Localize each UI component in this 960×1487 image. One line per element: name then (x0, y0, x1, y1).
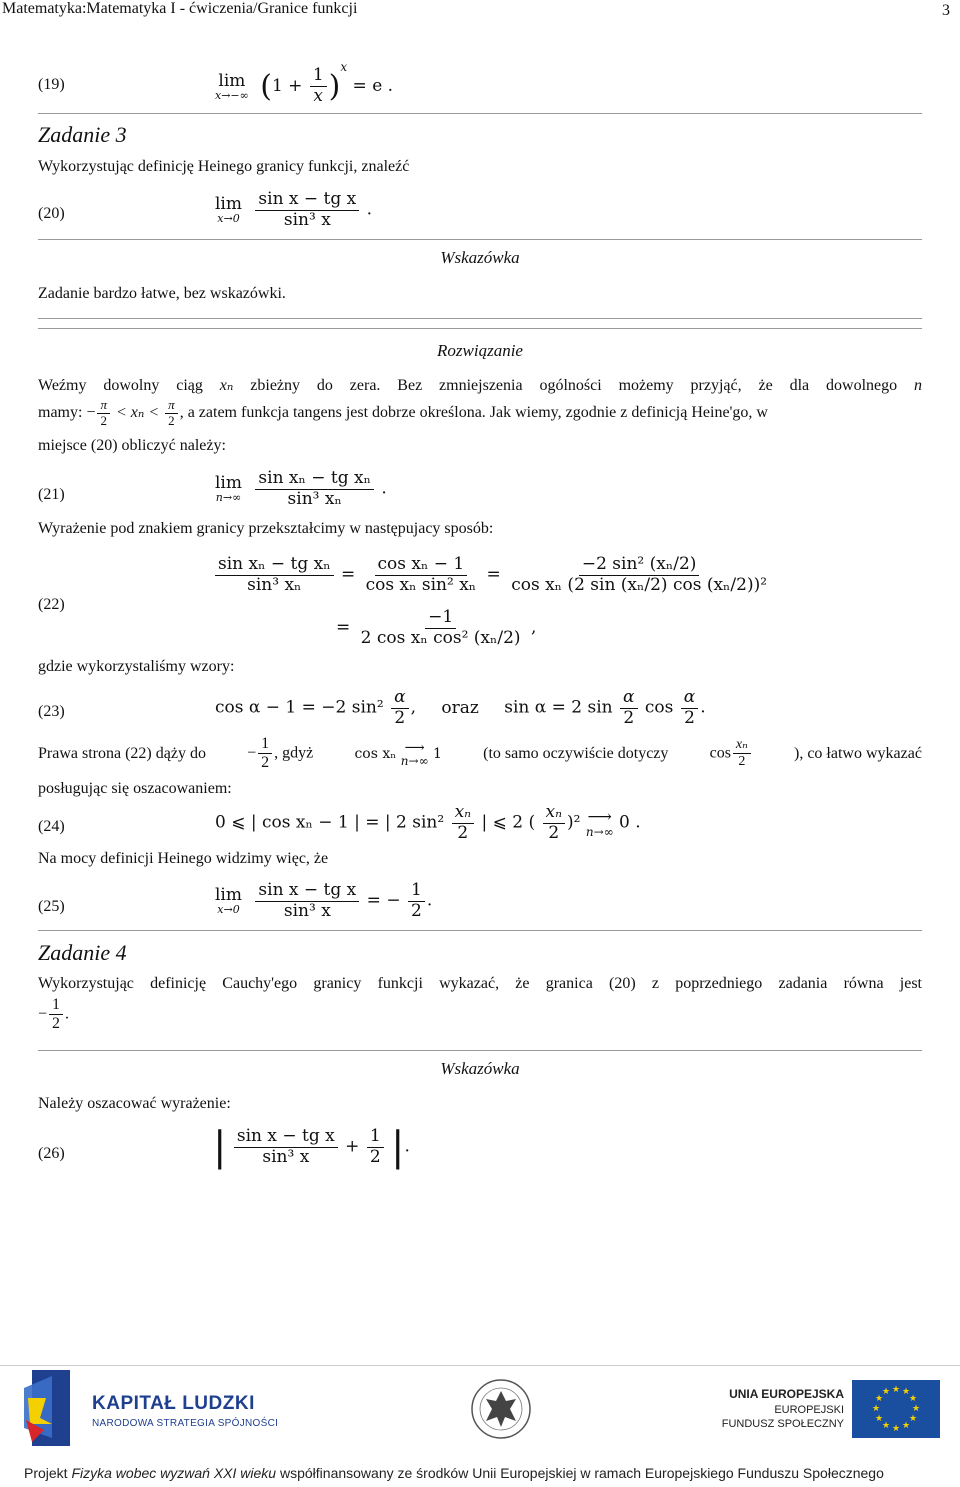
frac-den: 2 (623, 707, 635, 728)
frac-den: 2 (369, 1146, 381, 1167)
eq-tail: . (366, 199, 373, 220)
svg-text:★: ★ (881, 1387, 891, 1397)
text-span: Weźmy dowolny ciąg (38, 377, 203, 394)
equals: = (336, 617, 351, 638)
text-span: Prawa strona (22) dąży do (38, 744, 206, 762)
lim-sub: x→0 (217, 903, 240, 917)
eq-tail: , (530, 617, 537, 638)
frac-den: cos xₙ (2 sin (xₙ/2) cos (xₙ/2))² (511, 574, 768, 595)
frac-den: 2 (548, 822, 560, 843)
frac-num: −1 (425, 608, 456, 629)
project-footer-text (24, 1465, 884, 1481)
eu-sub-2: FUNDUSZ SPOŁECZNY (721, 1418, 844, 1430)
divider (38, 113, 922, 114)
eq-20: lim x→0 $\frac{\text{sin x − tg x}}{\text{sin³ x}}$ . (215, 189, 373, 230)
frac-num: α (391, 688, 408, 709)
task-3-intro: Wykorzystując definicję Heinego granicy funkcji, znaleźć (38, 158, 410, 175)
eq-label-24: (24) (38, 818, 65, 835)
text-span: mamy: (38, 404, 83, 422)
math-ineq: < xₙ < (115, 404, 160, 422)
divider (38, 930, 922, 931)
kapital-ludzki-title: KAPITAŁ LUDZKI (92, 1393, 255, 1414)
frac-den: 2 (457, 822, 469, 843)
solution-link[interactable]: Rozwiązanie (437, 341, 523, 360)
svg-text:★: ★ (871, 1404, 881, 1414)
frac-den: cos xₙ sin² xₙ (365, 574, 477, 595)
page-header: Matematyka:Matematyka I - ćwiczenia/Granice funkcji (2, 0, 358, 17)
svg-text:★: ★ (881, 1421, 891, 1431)
svg-text:★: ★ (908, 1394, 918, 1404)
math-part: cos (644, 697, 674, 718)
eq-22-row-1 (213, 555, 772, 595)
right-side-line: Prawa strona (22) dąży do − $\frac{1}{2}$ , gdyż cos xₙ ⟶ n→∞ 1 (to samo oczywiście dotyczy cos $\frac{\text{xₙ}}{2}$ ), co łatwo wykazać (38, 735, 922, 772)
task-4-title: Zadanie 4 (38, 940, 127, 965)
svg-text:★: ★ (874, 1414, 884, 1424)
eu-title: UNIA EUROPEJSKA (729, 1387, 844, 1401)
svg-text:★: ★ (908, 1414, 918, 1424)
eq-label-26: (26) (38, 1145, 65, 1162)
math-cos: cos xₙ (354, 745, 397, 762)
eq-19-tail: = e . (352, 76, 394, 96)
frac-num: 1 (258, 735, 272, 754)
frac-den: 2 (410, 900, 422, 921)
math-part: sin α = 2 sin (504, 697, 613, 718)
text-span: współfinansowany ze środków Unii Europejskiej w ramach Europejskiego Funduszu Społecznego (276, 1465, 884, 1481)
eq-19: lim x→−∞ (1 + $\frac{1}{x}$ )$^x$ = e . (215, 60, 394, 106)
kapital-ludzki-subtitle: NARODOWA STRATEGIA SPÓJNOŚCI (92, 1418, 279, 1429)
math-xn: xₙ (219, 377, 234, 394)
frac-den: 2 (168, 412, 175, 428)
frac-num: xₙ (543, 803, 565, 824)
equals: = (486, 564, 501, 585)
page-number: 3 (942, 2, 950, 19)
lim-sub: n→∞ (215, 491, 242, 505)
frac-num: xₙ (452, 803, 474, 824)
eq-label-22: (22) (38, 596, 65, 613)
frac-num: 1 (310, 66, 327, 87)
math-part: )² (566, 812, 581, 833)
eq-23 (215, 688, 706, 728)
equals: = (340, 564, 356, 585)
task-3-title: Zadanie 3 (38, 122, 127, 147)
frac-den: sin³ x (262, 1146, 310, 1167)
math-one: 1 (433, 745, 442, 762)
frac-num: −2 sin² (xₙ/2) (579, 555, 700, 576)
frac-den: sin³ xₙ (247, 574, 302, 595)
eq-19-inner: 1 + (271, 76, 303, 96)
text-span: , a zatem funkcja tangens jest dobrze określona. Jak wiemy, zgodnie z definicją Heine'go, w (179, 404, 768, 422)
conclusion-text: Na mocy definicji Heinego widzimy więc, że (38, 850, 329, 867)
eq-tail: . (65, 1005, 70, 1023)
svg-text:★: ★ (901, 1387, 911, 1397)
eq-label-25: (25) (38, 898, 65, 915)
footer-divider (0, 1365, 960, 1366)
eq-21: lim n→∞ $\frac{\text{sin xₙ − tg xₙ}}{\text{sin³ xₙ}}$ . (215, 468, 387, 509)
frac-num: α (620, 688, 637, 709)
eq-label-23: (23) (38, 703, 65, 720)
math-part: cos α − 1 = −2 sin² (215, 697, 384, 718)
university-seal-icon (470, 1375, 532, 1443)
frac-num: π (97, 398, 110, 414)
frac-num: 1 (367, 1127, 384, 1148)
eq-tail: . (404, 1136, 410, 1157)
eq-tail: . (381, 478, 387, 499)
frac-num: sin x − tg x (234, 1127, 338, 1148)
svg-text:★: ★ (891, 1424, 901, 1434)
text-span: ), co łatwo wykazać (794, 744, 922, 762)
eq-label-19: (19) (38, 76, 65, 93)
eq-24: 0 ⩽ | cos xₙ − 1 | = | 2 sin² $\frac{\text{xₙ}}{2}$ | ⩽ 2 ( $\frac{\text{xₙ}}{2}$ )² ⟶ n→∞ 0 . (215, 802, 641, 843)
math-minus: − (86, 404, 96, 422)
frac-den: 2 (261, 754, 270, 772)
lim-sub: x→0 (217, 212, 240, 226)
math-minus: − (38, 1005, 48, 1023)
math-part: 0 . (619, 812, 641, 833)
divider (38, 318, 922, 319)
frac-den: sin³ xₙ (287, 488, 342, 509)
lim-sub: x→−∞ (215, 88, 249, 102)
eq-22-row-2 (336, 608, 536, 648)
eq-tail: . (426, 890, 433, 911)
word-oraz: oraz (441, 697, 479, 718)
hint-text: Zadanie bardzo łatwe, bez wskazówki. (38, 285, 286, 302)
arrow-sub: n→∞ (585, 824, 614, 839)
frac-num: sin x − tg x (255, 190, 359, 211)
task-4-intro: Wykorzystując definicję Cauchy'ego granicy funkcji wykazać, że granica (20) z poprzedniego zadania równa jest (38, 975, 922, 992)
power: x (340, 60, 348, 74)
svg-text:★: ★ (901, 1421, 911, 1431)
text-span: (to samo oczywiście dotyczy (483, 744, 669, 762)
frac-num: 1 (49, 996, 63, 1015)
frac-den: 2 (52, 1015, 61, 1033)
frac-den: 2 (394, 707, 406, 728)
eu-flag-icon (852, 1380, 940, 1438)
formulas-intro: gdzie wykorzystaliśmy wzory: (38, 658, 235, 675)
task-4-intro-end (38, 996, 69, 1034)
frac-num: sin xₙ − tg xₙ (215, 555, 334, 576)
math-plus: + (345, 1136, 360, 1157)
math-minus: − (247, 744, 257, 762)
frac-den: 2 (684, 707, 695, 728)
frac-num: cos xₙ − 1 (375, 555, 468, 576)
math-part: | ⩽ 2 ( (481, 812, 536, 833)
divider (38, 239, 922, 240)
math-part: = − (366, 890, 401, 911)
transform-text: Wyrażenie pod znakiem granicy przekształcimy w następujacy sposób: (38, 520, 494, 537)
frac-num: π (165, 398, 178, 414)
eu-sub-1: EUROPEJSKI (774, 1404, 844, 1416)
eq-26: | $\frac{\text{sin x − tg x}}{\text{sin³ x}}$ + $\frac{1}{2}$ |. (213, 1124, 410, 1170)
math-cos: cos (709, 744, 731, 762)
text-span: Projekt (24, 1465, 72, 1481)
frac-den: 2 (100, 412, 107, 428)
eq-label-20: (20) (38, 205, 65, 222)
frac-num: xₙ (733, 737, 751, 754)
frac-den: x (313, 86, 324, 106)
frac-num: 1 (408, 881, 425, 902)
svg-text:★: ★ (911, 1404, 921, 1414)
frac-den: 2 (738, 754, 746, 770)
solution-line-2 (38, 398, 922, 429)
frac-den: sin³ x (283, 209, 331, 230)
math-n: n (914, 377, 923, 394)
eq-25: lim x→0 $\frac{\text{sin x − tg x}}{\text{sin³ x}}$ = − $\frac{1}{2}$ . (215, 880, 433, 921)
arrow-sub: n→∞ (400, 753, 429, 768)
frac-den: 2 cos xₙ cos² (xₙ/2) (360, 627, 521, 648)
right-side-line-2: posługując się oszacowaniem: (38, 780, 232, 797)
divider (38, 1050, 922, 1051)
hint-text: Należy oszacować wyrażenie: (38, 1095, 231, 1112)
frac-den: sin³ x (283, 900, 331, 921)
eq-tail: . (700, 697, 706, 718)
solution-line-3: miejsce (20) obliczyć należy: (38, 437, 226, 454)
divider (38, 328, 922, 329)
kapital-ludzki-logo-icon (22, 1368, 74, 1448)
comma: , (410, 697, 416, 718)
text-span: , gdyż (274, 744, 314, 762)
eq-label-21: (21) (38, 486, 65, 503)
frac-num: α (681, 688, 698, 709)
project-title: Fizyka wobec wyzwań XXI wieku (71, 1465, 277, 1481)
text-span: zbieżny do zera. Bez zmniejszenia ogólności możemy przyjąć, że dla dowolnego (250, 377, 898, 394)
math-part: 0 ⩽ | cos xₙ − 1 | = | 2 sin² (215, 812, 445, 833)
hint-link[interactable]: Wskazówka (440, 248, 520, 267)
svg-text:★: ★ (874, 1394, 884, 1404)
svg-text:★: ★ (891, 1385, 901, 1395)
hint-link[interactable]: Wskazówka (440, 1059, 520, 1078)
frac-num: sin x − tg x (255, 881, 359, 902)
frac-num: sin xₙ − tg xₙ (255, 469, 374, 490)
solution-line-1 (38, 375, 922, 395)
